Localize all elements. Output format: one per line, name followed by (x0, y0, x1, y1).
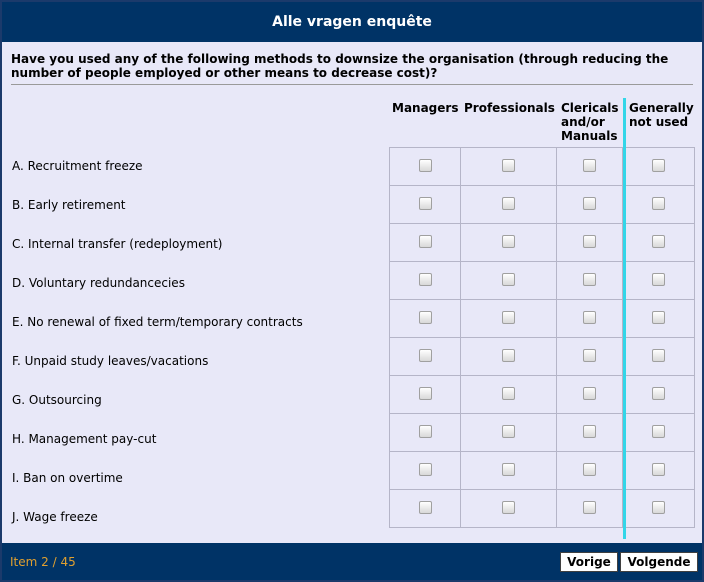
checkbox-a-managers[interactable] (419, 159, 432, 172)
footer-bar (2, 543, 702, 580)
checkbox-e-not-used[interactable] (652, 311, 665, 324)
row-label-h: H. Management pay-cut (12, 432, 157, 446)
checkbox-j-managers[interactable] (419, 501, 432, 514)
table-row (390, 224, 695, 262)
column-separator (623, 98, 626, 539)
checkbox-e-managers[interactable] (419, 311, 432, 324)
table-row (390, 338, 695, 376)
checkbox-i-professionals[interactable] (502, 463, 515, 476)
question-text: Have you used any of the following methods to downsize the organisation (through reducing the number of people employed or other means to decrease cost)? (11, 52, 669, 80)
page-title: Alle vragen enquête (272, 14, 432, 30)
checkbox-d-managers[interactable] (419, 273, 432, 286)
checkbox-f-clericals[interactable] (583, 349, 596, 362)
checkbox-a-not-used[interactable] (652, 159, 665, 172)
checkbox-h-clericals[interactable] (583, 425, 596, 438)
row-label-i: I. Ban on overtime (12, 471, 123, 485)
checkbox-g-clericals[interactable] (583, 387, 596, 400)
checkbox-a-professionals[interactable] (502, 159, 515, 172)
table-row (390, 452, 695, 490)
checkbox-g-not-used[interactable] (652, 387, 665, 400)
row-label-d: D. Voluntary redundancecies (12, 276, 185, 290)
row-label-e: E. No renewal of fixed term/temporary contracts (12, 315, 303, 329)
checkbox-e-clericals[interactable] (583, 311, 596, 324)
checkbox-d-professionals[interactable] (502, 273, 515, 286)
checkbox-g-managers[interactable] (419, 387, 432, 400)
next-button[interactable]: Volgende (620, 552, 698, 572)
checkbox-h-not-used[interactable] (652, 425, 665, 438)
checkbox-f-not-used[interactable] (652, 349, 665, 362)
checkbox-a-clericals[interactable] (583, 159, 596, 172)
row-label-c: C. Internal transfer (redeployment) (12, 237, 223, 251)
table-row (390, 186, 695, 224)
table-row (390, 300, 695, 338)
row-label-f: F. Unpaid study leaves/vacations (12, 354, 209, 368)
row-label-g: G. Outsourcing (12, 393, 102, 407)
checkbox-j-professionals[interactable] (502, 501, 515, 514)
checkbox-b-professionals[interactable] (502, 197, 515, 210)
previous-button[interactable]: Vorige (560, 552, 618, 572)
checkbox-c-not-used[interactable] (652, 235, 665, 248)
checkbox-b-clericals[interactable] (583, 197, 596, 210)
checkbox-i-managers[interactable] (419, 463, 432, 476)
checkbox-b-managers[interactable] (419, 197, 432, 210)
table-row (390, 376, 695, 414)
checkbox-c-professionals[interactable] (502, 235, 515, 248)
checkbox-i-not-used[interactable] (652, 463, 665, 476)
item-counter: Item 2 / 45 (10, 555, 76, 569)
checkbox-c-clericals[interactable] (583, 235, 596, 248)
checkbox-j-not-used[interactable] (652, 501, 665, 514)
checkbox-b-not-used[interactable] (652, 197, 665, 210)
row-label-j: J. Wage freeze (12, 510, 98, 524)
checkbox-j-clericals[interactable] (583, 501, 596, 514)
checkbox-c-managers[interactable] (419, 235, 432, 248)
checkbox-i-clericals[interactable] (583, 463, 596, 476)
table-row (390, 148, 695, 186)
table-row (390, 490, 695, 528)
checkbox-d-not-used[interactable] (652, 273, 665, 286)
row-label-a: A. Recruitment freeze (12, 159, 143, 173)
answer-grid (389, 147, 695, 528)
column-header-clericals: Clericals and/or Manuals (561, 101, 619, 143)
row-label-b: B. Early retirement (12, 198, 126, 212)
column-header-professionals: Professionals (464, 101, 555, 115)
divider (11, 84, 693, 85)
table-row (390, 414, 695, 452)
title-bar (2, 2, 702, 42)
checkbox-e-professionals[interactable] (502, 311, 515, 324)
column-header-generally-not-used: Generally not used (629, 101, 694, 129)
column-header-managers: Managers (392, 101, 459, 115)
checkbox-d-clericals[interactable] (583, 273, 596, 286)
checkbox-h-managers[interactable] (419, 425, 432, 438)
table-row (390, 262, 695, 300)
checkbox-g-professionals[interactable] (502, 387, 515, 400)
checkbox-f-professionals[interactable] (502, 349, 515, 362)
checkbox-f-managers[interactable] (419, 349, 432, 362)
checkbox-h-professionals[interactable] (502, 425, 515, 438)
